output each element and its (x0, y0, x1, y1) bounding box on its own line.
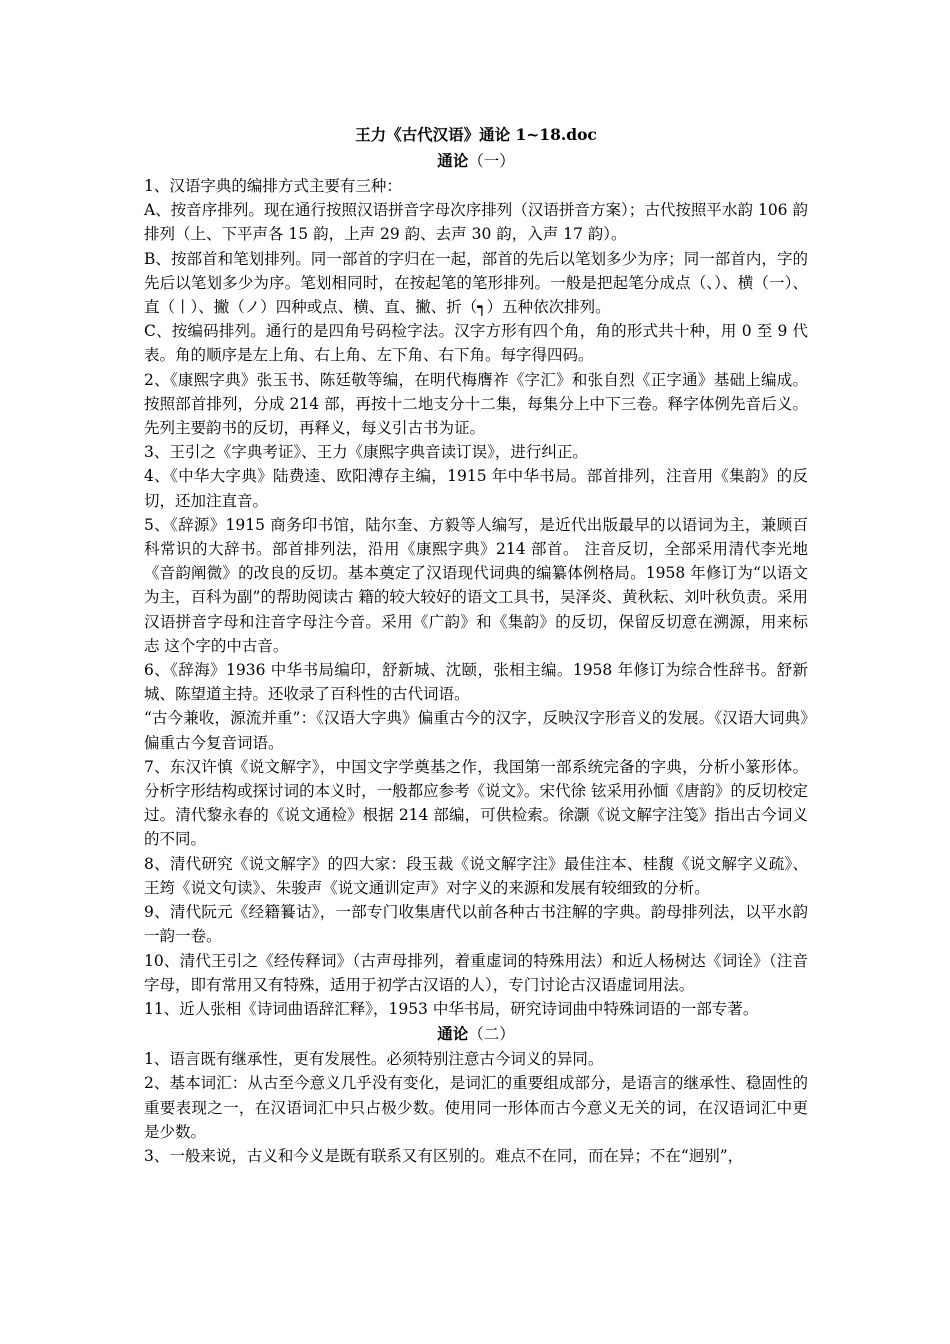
paragraph: 10、清代王引之《经传释词》（古声母排列，着重虚词的特殊用法）和近人杨树达《词诠》（注音字母，即有常用又有特殊，适用于初学古汉语的人），专门讨论古汉语虚词用法。 (144, 951, 808, 994)
section-heading-2 (144, 1021, 808, 1047)
paragraph: 3、王引之《字典考证》、王力《康熙字典音读订误》，进行纠正。 (144, 443, 588, 462)
section-heading-number: （二） (468, 1025, 515, 1044)
paragraph: 1、语言既有继承性，更有发展性。必须特别注意古今词义的异同。 (144, 1050, 604, 1069)
paragraph: 5、《辞源》1915 商务印书馆，陆尔奎、方毅等人编写，是近代出版最早的以语词为主，兼顾百科常识的大辞书。部首排列法，沿用《康熙字典》214 部首。 注音反切，全部采用清代李光地《音韵阐微》的改良的反切。基本奠定了汉语现代词典的编纂体例格局。1958 年修订为“以语文为主，百科为副”的帮助阅读古 籍的较大较好的语文工具书，吴泽炎、黄秋耘、刘叶秋负责。采用汉语拼音字母和注音字母注今音。采用《广韵》和《集韵》的反切，保留反切意在溯源，用来标志 这个字的中古音。 (144, 515, 808, 655)
document-page (144, 122, 808, 1168)
paragraph: 3、一般来说，古义和今义是既有联系又有区别的。难点不在同，而在异；不在“迥别”， (144, 1146, 744, 1165)
paragraph: A、按音序排列。现在通行按照汉语拼音字母次序排列（汉语拼音方案）；古代按照平水韵 106 韵排列（上、下平声各 15 韵，上声 29 韵、去声 30 韵，入声 17 韵）。 (144, 201, 808, 244)
paragraph: C、按编码排列。通行的是四角号码检字法。汉字方形有四个角，角的形式共十种，用 0 至 9 代表。角的顺序是左上角、右上角、左下角、右下角。每字得四码。 (144, 322, 808, 365)
paragraph: 1、汉语字典的编排方式主要有三种： (144, 177, 402, 195)
paragraph: 4、《中华大字典》陆费逵、欧阳溥存主编，1915 年中华书局。部首排列，注音用《集韵》的反切，还加注直音。 (144, 467, 808, 510)
paragraph: B、按部首和笔划排列。同一部首的字归在一起，部首的先后以笔划多少为序；同一部首内，字的先后以笔划多少为序。笔划相同时，在按起笔的笔形排列。一般是把起笔分成点（、）、横（一）、直（丨）、撇（ノ）四种或点、横、直、撇、折（┑）五种依次排列。 (144, 249, 808, 317)
paragraph: “古今兼收，源流并重”：《汉语大字典》偏重古今的汉字，反映汉字形音义的发展。《汉语大词典》偏重古今复音词语。 (144, 709, 808, 752)
paragraph: 6、《辞海》1936 中华书局编印，舒新城、沈颐，张相主编。1958 年修订为综合性辞书。舒新城、陈望道主持。还收录了百科性的古代词语。 (144, 661, 808, 704)
document-title: 王力《古代汉语》通论 1~18.doc (355, 125, 597, 144)
paragraph: 2、基本词汇：从古至今意义几乎没有变化，是词汇的重要组成部分，是语言的继承性、稳固性的重要表现之一，在汉语词汇中只占极少数。使用同一形体而古今意义无关的词，在汉语词汇中更是少数。 (144, 1074, 808, 1141)
paragraph: 9、清代阮元《经籍籑诂》，一部专门收集唐代以前各种古书注解的字典。韵母排列法，以平水韵一韵一卷。 (144, 903, 808, 946)
paragraph: 11、近人张相《诗词曲语辞汇释》，1953 中华书局，研究诗词曲中特殊词语的一部专著。 (144, 999, 759, 1018)
section-heading-number: （一） (468, 152, 515, 170)
paragraph: 2、《康熙字典》张玉书、陈廷敬等编，在明代梅膺祚《字汇》和张自烈《正字通》基础上编成。按照部首排列，分成 214 部，再按十二地支分十二集，每集分上中下三卷。释字体例先音后义。先列主要韵书的反切，再释义，每义引古书为证。 (144, 370, 808, 438)
section-heading-label: 通论 (437, 151, 469, 170)
section-heading-label: 通论 (437, 1024, 469, 1044)
paragraph: 7、东汉许慎《说文解字》，中国文字学奠基之作，我国第一部系统完备的字典，分析小篆形体。分析字形结构或探讨词的本义时，一般都应参考《说文》。宋代徐 铉采用孙愐《唐韵》的反切校定过。清代黎永春的《说文通检》根据 214 部编，可供检索。徐灏《说文解字注笺》指出古今词义的不同。 (144, 757, 808, 849)
paragraph: 8、清代研究《说文解字》的四大家：段玉裁《说文解字注》最佳注本、桂馥《说文解字义疏》、王筠《说文句读》、朱骏声《说文通训定声》对字义的来源和发展有较细致的分析。 (144, 854, 808, 897)
section-heading-1 (144, 148, 808, 174)
